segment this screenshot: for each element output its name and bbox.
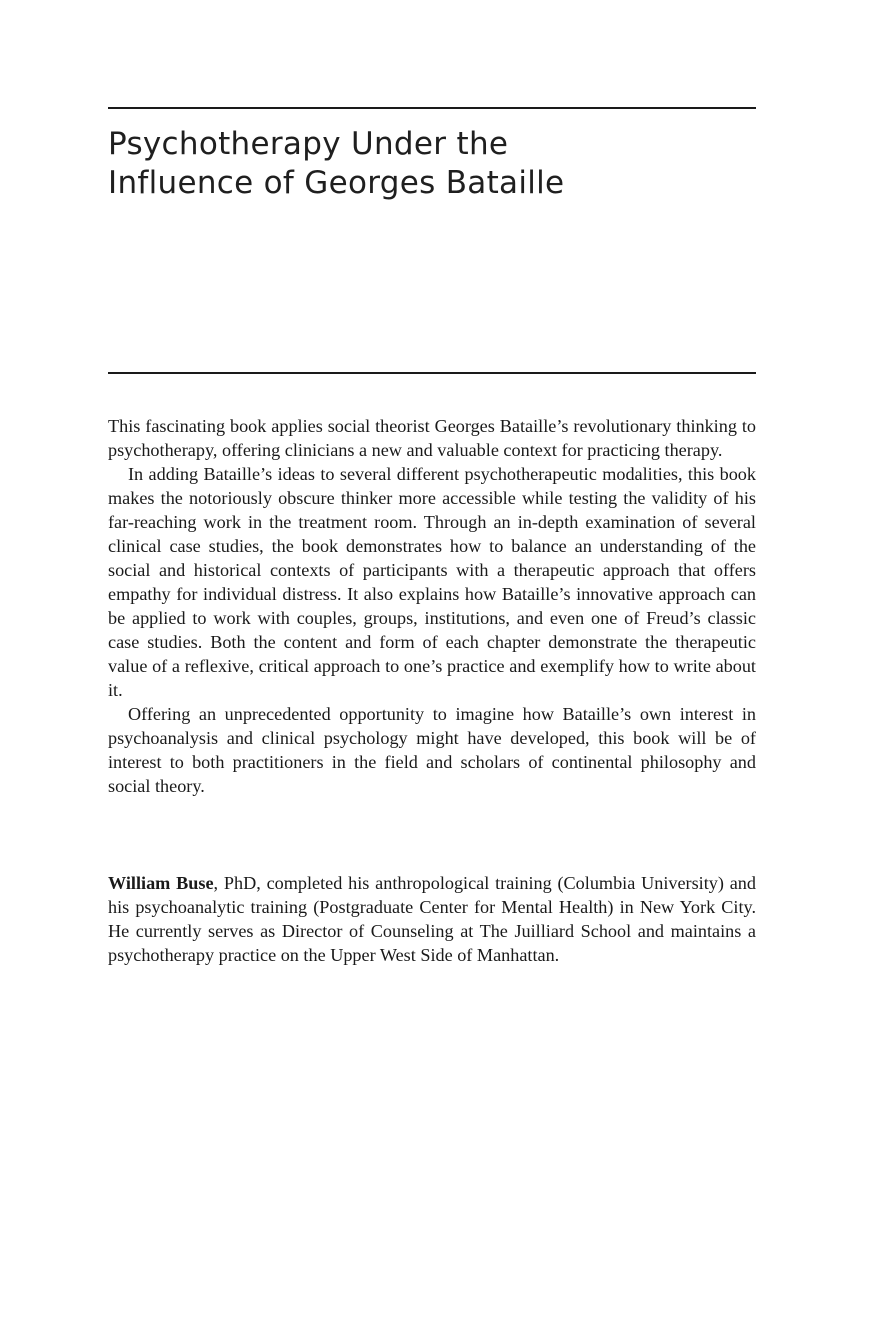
book-title-line-2: Influence of Georges Bataille — [108, 165, 565, 201]
author-name: William Buse — [108, 873, 214, 893]
author-bio — [108, 871, 756, 967]
description-paragraph-3: Offering an unprecedented opportunity to imagine how Bataille’s own interest in psychoanalysis and clinical psychology might have developed, this book will be of interest to both practitioners in the field and scholars of continental philosophy and social theory. — [108, 704, 756, 796]
bottom-rule — [108, 372, 756, 374]
book-title-line-1: Psychotherapy Under the — [108, 126, 509, 162]
description-paragraph-1: This fascinating book applies social theorist Georges Bataille’s revolutionary thinking to psychotherapy, offering clinicians a new and valuable context for practicing therapy. — [108, 416, 756, 460]
description-paragraph-2: In adding Bataille’s ideas to several different psychotherapeutic modalities, this book makes the notoriously obscure thinker more accessible while testing the validity of his far-reaching work in the treatment room. Through an in-depth examination of several clinical case studies, the book demonstrates how to balance an understanding of the social and historical contexts of participants with a therapeutic approach that offers empathy for individual distress. It also explains how Bataille’s innovative approach can be applied to work with couples, groups, institutions, and even one of Freud’s classic case studies. Both the content and form of each chapter demonstrate the therapeutic value of a reflexive, critical approach to one’s practice and exemplify how to write about it. — [108, 464, 756, 700]
book-title — [108, 125, 756, 203]
author-bio-text: , PhD, completed his anthropological training (Columbia University) and his psychoanalytic training (Postgraduate Center for Mental Health) in New York City. He currently serves as Director of Counseling at The Juilliard School and maintains a psychotherapy practice on the Upper West Side of Manhattan. — [108, 873, 756, 965]
top-rule — [108, 107, 756, 109]
book-description — [108, 414, 756, 798]
